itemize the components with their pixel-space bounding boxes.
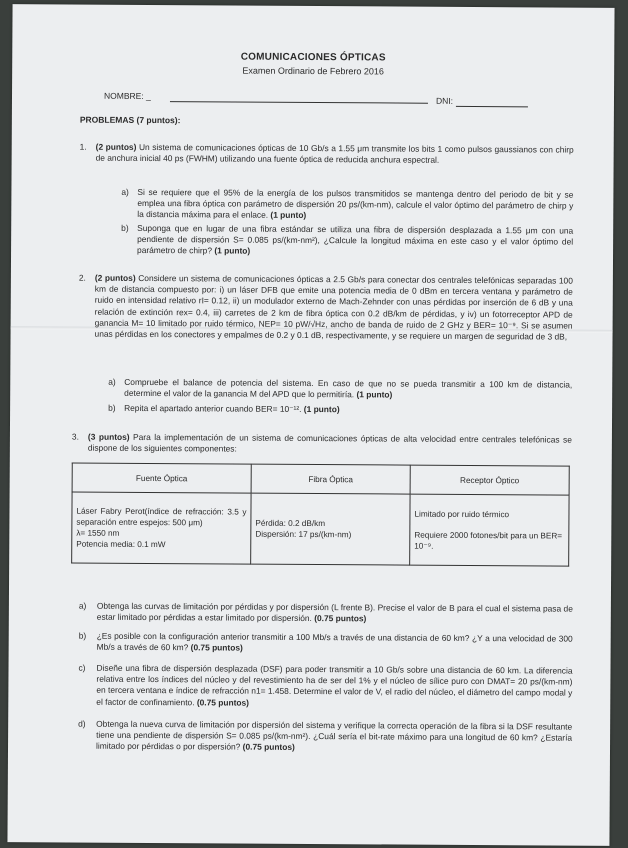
p1-number: 1. <box>79 141 87 152</box>
section-title: PROBLEMAS (7 puntos): <box>79 114 181 126</box>
dni-line <box>456 106 528 107</box>
p3-intro <box>88 432 572 457</box>
table-header: Fibra Óptica <box>251 464 410 494</box>
p2a-label: a) <box>108 376 116 387</box>
table-cell-receiver: Limitado por ruido térmico Requiere 2000 fotones/bit para un BER= 10⁻⁹. <box>410 494 569 566</box>
p2b-text: Repita el apartado anterior cuando BER= 10⁻¹². (1 punto) <box>124 402 340 415</box>
table-header: Fuente Óptica <box>72 463 251 493</box>
p3c-text: Diseñe una fibra de dispersión desplazada (DSF) para poder transmitir a 10 Gb/s sobre una distancia de 60 km. La diferencia relativa entre los índices del núcleo y del revestimiento ha de ser del 1% y el núcleo de sílice puro con DMAT= 20 ps/(km-nm) en tercera ventana e índice de refracción n1= 1.458. Determine el valor de V, el radio del núcleo, el diámetro del campo modal y el factor de confinamiento. (0.75 puntos) <box>96 662 573 708</box>
table-cell-fiber: Pérdida: 0.2 dB/km Dispersión: 17 ps/(km-nm) <box>251 493 410 565</box>
table-header-row <box>72 463 569 495</box>
p1b-label: b) <box>121 222 129 233</box>
dni-label: DNI: <box>435 95 454 106</box>
p1a-text: Si se requiere que el 95% de la energía de los pulsos transmitidos se mantenga dentro del periodo de bit y se emplea una fibra óptica con parámetro de dispersión 20 ps/(km-nm), calcule el valor óptimo del parámetro de chirp y la distancia máxima para el enlace. (1 punto) <box>137 186 574 221</box>
p1-intro <box>96 142 574 167</box>
p3a-label: a) <box>78 600 87 611</box>
exam-page <box>7 4 614 846</box>
p2a-text: Compruebe el balance de potencia del sistema. En caso de que no se pueda transmitir a 100 km de distancia, determine el valor de la ganancia M del APD que lo permitiría. (1 punto) <box>124 376 573 400</box>
name-label: NOMBRE: _ <box>103 90 151 102</box>
components-table <box>71 463 570 567</box>
exam-title: COMUNICACIONES ÓPTICAS <box>240 51 386 64</box>
p2b-label: b) <box>108 402 116 413</box>
p2-intro-text: Considere un sistema de comunicaciones ópticas a 2.5 Gb/s para conectar dos centrales telefónicas separadas 100 km de distancia compuesto por: i) un láser DFB que emite una potencia media de 0 dBm en tercera ventana y parámetro de ruido en intensidad relativo rI= 0.12, ii) un modulador externo de Mach-Zehnder con unas pérdidas por inserción de 6 dB y una relación de extinción rex= 0.4, iii) carretes de 2 km de fibra óptica con 0.2 dB/km de pérdidas, y iv) un fotorreceptor APD de ganancia M= 10 limitado por ruido térmico, NEP= 10 pW/√Hz, ancho de banda de ruido de 2 GHz y BER= 10⁻⁹. Si se asumen unas pérdidas en los conectores y empalmes de 0.2 y 0.1 dB, respectivamente, y se requiere un margen de seguridad de 3 dB, <box>94 272 573 342</box>
name-line <box>170 101 428 104</box>
p2-intro <box>95 273 573 343</box>
p3c-label: c) <box>78 662 86 673</box>
p3-points: (3 puntos) <box>87 431 130 442</box>
p1a-label: a) <box>121 186 129 197</box>
p3b-label: b) <box>78 630 87 641</box>
table-row <box>72 492 569 566</box>
p1-points: (2 puntos) <box>95 141 137 152</box>
p3d-text: Obtenga la nueva curva de limitación por dispersión del sistema y verifique la correcta operación de la fibra si la DSF resultante tiene una pendiente de dispersión S= 0.085 ps/(km-nm²). ¿Cuál sería el bit-rate máximo para una longitud de 60 km? ¿Estaría limitado por pérdidas o por dispersión? (0.75 puntos) <box>96 718 573 753</box>
p3-intro-text: Para la implementación de un sistema de comunicaciones ópticas de alta velocidad entre centrales telefónicas se dispone de los siguientes componentes: <box>87 431 572 454</box>
table-cell-source: Láser Fabry Perot(índice de refracción: 3.5 y separación entre espejos: 500 μm) λ= 1550 nm Potencia media: 0.1 mW <box>72 492 251 564</box>
p2-number: 2. <box>78 272 86 283</box>
p1b-text: Suponga que en lugar de una fibra estándar se utiliza una fibra de dispersión desplazada a 1.55 μm con una pendiente de dispersión S= 0.085 ps/(km-nm²), ¿Calcule la longitud máxima en este caso y el valor óptimo del parámetro de chirp? (1 punto) <box>137 222 574 257</box>
p1-intro-text: Un sistema de comunicaciones ópticas de 10 Gb/s a 1.55 μm transmite los bits 1 como pulsos gaussianos con chirp de anchura inicial 40 ps (FWHM) utilizando una fuente óptica de reducida anchura espectral. <box>95 141 574 165</box>
table-header: Receptor Óptico <box>410 465 569 495</box>
p3d-label: d) <box>78 718 86 729</box>
p3-number: 3. <box>71 431 79 442</box>
p3b-text: ¿Es posible con la configuración anterior transmitir a 100 Mb/s a través de una distancia de 60 km? ¿Y a una velocidad de 300 Mb/s a través de 60 km? (0.75 puntos) <box>96 630 573 653</box>
exam-subtitle: Examen Ordinario de Febrero 2016 <box>242 65 384 77</box>
p2-points: (2 puntos) <box>94 272 136 283</box>
p3a-text: Obtenga las curvas de limitación por pérdidas y por dispersión (L frente B). Precise el valor de B para el cual el sistema pasa de estar limitado por pérdidas a estar limitado por dispersión. (0.75 puntos) <box>96 600 573 624</box>
